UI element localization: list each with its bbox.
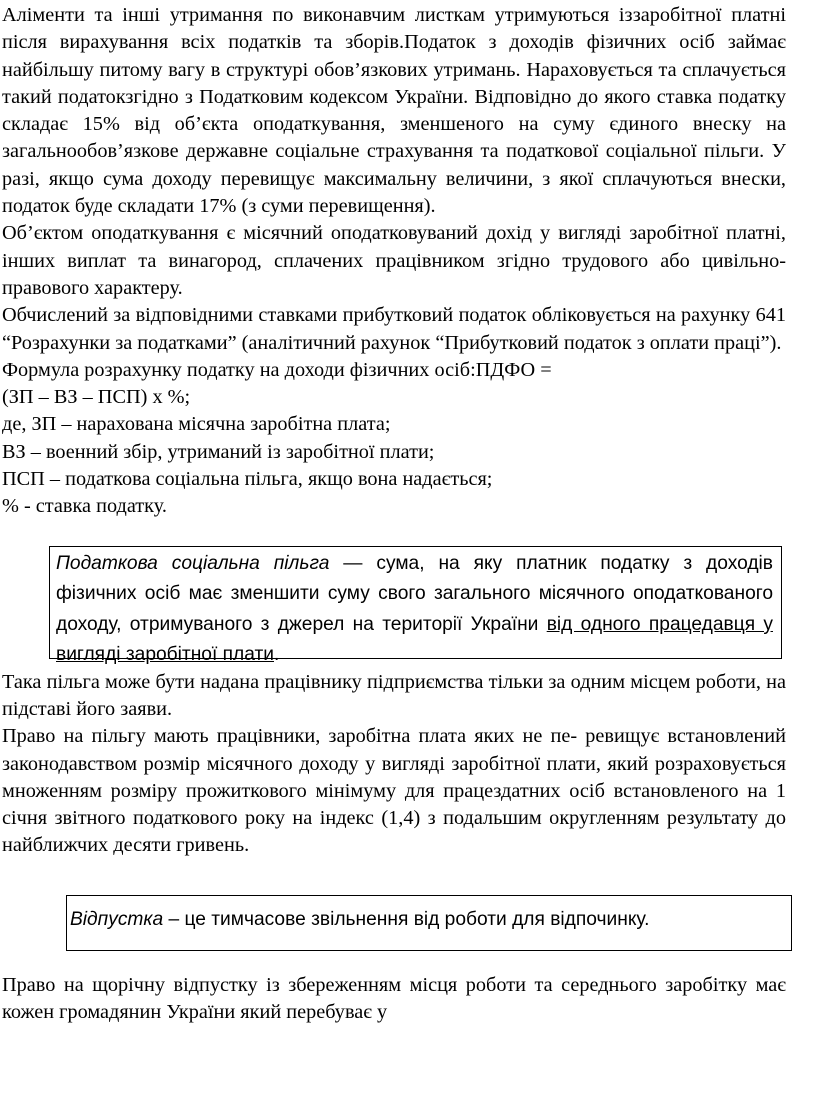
paragraph-annual-leave: Право на щорічну відпустку із збереженням місця роботи та середнього заробітку має кожен громадянин України який перебуває у	[2, 973, 786, 1024]
paragraph-alimony-and-tax: Аліменти та інші утримання по виконавчим листкам утримуються іззаробітної платні після вирахування всіх податків та зборів.Податок з доходів фізичних осіб займає найбільшу питому вагу в структурі обов’язкових утримань. Нараховується та сплачується такий податокзгідно з Податковим кодексом України. Відповідно до якого ставка податку складає 15% від об’єкта оподаткування, зменшеного на суму єдиного внеску на загальнообов’язкове державне соціальне страхування та податкової соціальної пільги. У разі, якщо сума доходу перевищує максимальну величини, з якої сплачуються внески, податок буде складати 17% (з суми перевищення).	[2, 4, 786, 218]
term-vacation: Відпустка	[70, 908, 164, 930]
legend-rate: % - ставка податку.	[2, 495, 167, 518]
formula-intro: Формула розрахунку податку на доходи фізичних осіб:ПДФО =	[2, 358, 552, 381]
paragraph-account-641: Обчислений за відповідними ставками прибутковий податок обліковується на рахунку 641 “Розрахунки за податками” (аналітичний рахунок “Прибутковий податок з оплати праці”).	[2, 304, 786, 354]
definition-box-social-benefit	[49, 546, 782, 666]
definition-social-benefit: — сума, на яку платник податку з доходів фізичних осіб має зменшити суму свого загального місячного оподаткованого доходу, отримуваного з джерел на території України	[56, 552, 773, 635]
formula: (ЗП – ВЗ – ПСП) х %;	[2, 386, 191, 409]
definition-box-vacation	[66, 895, 792, 951]
term-social-benefit: Податкова соціальна пільга	[56, 552, 330, 574]
paragraph-benefit-eligibility: Право на пільгу мають працівники, заробітна плата яких не пе- ревищує встановлений законодавством розмір місячного доходу у вигляді заробітної плати, який розраховується множенням розміру прожиткового мінімуму для працездатних осіб встановленого на 1 січня звітного податкового року на індекс (1,4) з подальшим округленням результату до найближчих десяти гривень.	[2, 725, 786, 857]
definition-end-period: .	[274, 644, 280, 666]
legend-psp: ПСП – податкова соціальна пільга, якщо вона надається;	[2, 468, 493, 491]
paragraph-tax-object: Об’єктом оподаткування є місячний оподатковуваний дохід у вигляді заробітної платні, інших виплат та винагород, сплачених працівником згідно трудового або цивільно-правового характеру.	[2, 222, 786, 299]
legend-zp: де, ЗП – нарахована місячна заробітна плата;	[2, 413, 391, 436]
definition-vacation-end: .	[644, 908, 650, 930]
legend-vz: ВЗ – военний збір, утриманий із заробітної плати;	[2, 440, 435, 463]
definition-social-benefit-underlined: від одного працедавця у вигляді заробітної плати	[56, 613, 773, 666]
paragraph-benefit-one-place: Така пільга може бути надана працівнику підприємства тільки за одним місцем роботи, на підставі його заяви.	[2, 670, 786, 720]
definition-vacation: – це тимчасове звільнення від роботи для відпочинку	[163, 908, 645, 930]
